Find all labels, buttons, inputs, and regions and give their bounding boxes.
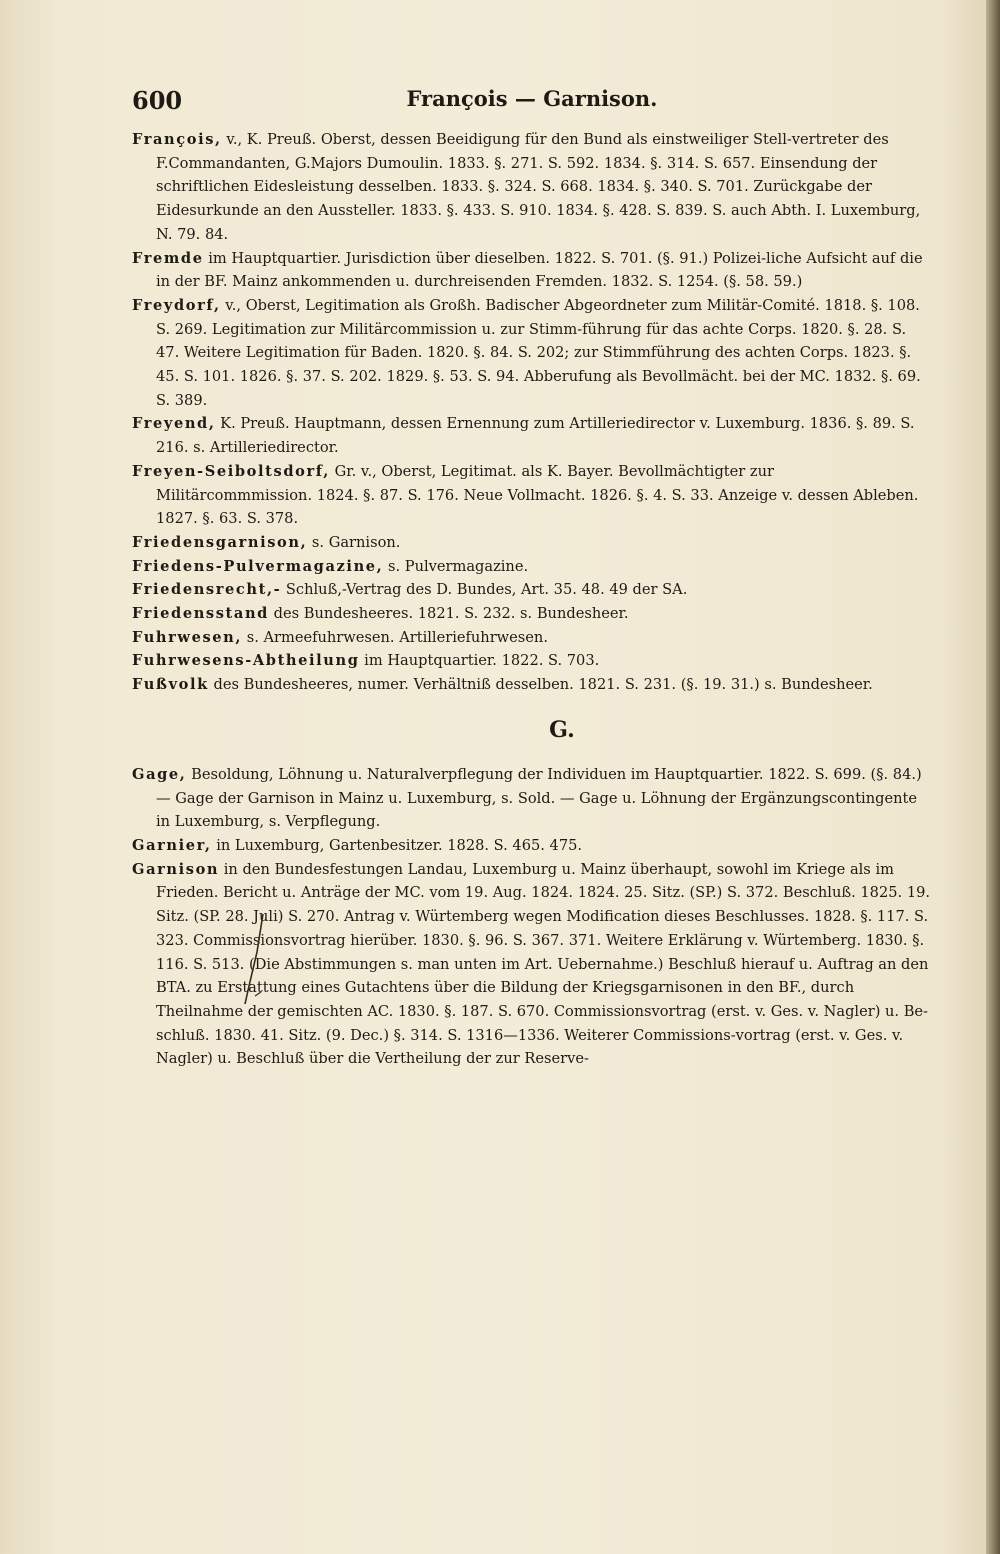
entry-text: s. Armeefuhrwesen. Artilleriefuhrwesen. <box>242 628 548 646</box>
index-entry <box>132 412 932 459</box>
entry-headword: Fußvolk <box>132 676 209 694</box>
entry-text: Gr. v., Oberst, Legitimat. als K. Bayer. Bevollmächtigter zur Militärcommmission. 1824. §. 87. S. 176. Neue Vollmacht. 1826. §. 4. S. 33. Anzeige v. dessen Ableben. 1827. §. 63. S. 378. <box>156 462 919 528</box>
entry-headword: François, <box>132 131 222 148</box>
entry-headword: Freyen-Seiboltsdorf, <box>132 462 330 480</box>
page-header <box>132 86 932 120</box>
index-entry <box>132 578 932 602</box>
index-entry <box>132 555 932 579</box>
entry-headword: Fuhrwesen, <box>132 628 243 646</box>
index-entry <box>132 649 932 673</box>
entry-text: v., Oberst, Legitimation als Großh. Badischer Abgeordneter zum Militär-Comité. 1818. §. 108. S. 269. Legitimation zur Militärcommission u. zur Stimm-führung für das achte Corps. 1820. §. 28. S. 47. Weitere Legitimation für Baden. 1820. §. 84. S. 202; zur Stimmführung des achten Corps. 1823. §. 45. S. 101. 1826. §. 37. S. 202. 1829. §. 53. S. 94. Abberufung als Bevollmächt. bei der MC. 1832. §. 69. S. 389. <box>156 296 921 409</box>
page-number: 600 <box>132 86 183 115</box>
entry-headword: Fuhrwesens-Abtheilung <box>132 652 360 670</box>
entry-text: des Bundesheeres, numer. Verhältniß desselben. 1821. S. 231. (§. 19. 31.) s. Bundesheer. <box>208 676 873 694</box>
index-entry <box>132 834 932 858</box>
index-entry <box>132 602 932 626</box>
entry-headword: Freydorf, <box>132 296 221 314</box>
entry-headword: Friedensrecht,- <box>132 581 282 599</box>
entry-text: im Hauptquartier. 1822. S. 703. <box>359 652 600 670</box>
section-letter: G. <box>549 716 575 743</box>
index-entry <box>132 531 932 555</box>
entry-headword: Fremde <box>132 249 204 267</box>
entry-headword: Friedensgarnison, <box>132 533 308 551</box>
pencil-mark-icon <box>243 912 265 1006</box>
entry-text: Besoldung, Löhnung u. Naturalverpflegung der Individuen im Hauptquartier. 1822. S. 699. (§. 84.) — Gage der Garnison in Mainz u. Luxemburg, s. Sold. — Gage u. Löhnung der Ergänzungscontingente in Luxemburg, s. Verpflegung. <box>156 765 922 831</box>
entry-headword: Friedens-Pulvermagazine, <box>132 557 384 575</box>
entry-text: K. Preuß. Hauptmann, dessen Ernennung zum Artilleriedirector v. Luxemburg. 1836. §. 89. S. 216. s. Artilleriedirector. <box>156 415 915 457</box>
entry-headword: Garnier, <box>132 836 212 854</box>
entry-text: Schluß,-Vertrag des D. Bundes, Art. 35. 48. 49 der SA. <box>281 581 688 599</box>
index-entry <box>132 294 932 413</box>
entry-headword: Gage, <box>132 765 187 783</box>
entry-headword: Friedensstand <box>132 605 269 623</box>
entries-letter-f <box>132 128 932 697</box>
entry-text: s. Garnison. <box>307 533 401 551</box>
entry-text: in Luxemburg, Gartenbesitzer. 1828. S. 465. 475. <box>211 836 583 854</box>
index-entry <box>132 673 932 697</box>
index-entry <box>132 763 932 834</box>
entry-text: im Hauptquartier. Jurisdiction über dieselben. 1822. S. 701. (§. 91.) Polizei-liche Aufsicht auf die in der BF. Mainz ankommenden u. durchreisenden Fremden. 1832. S. 1254. (§. 58. 59.) <box>156 249 923 291</box>
index-entry <box>132 247 932 294</box>
entry-text: s. Pulvermagazine. <box>383 557 529 575</box>
page-edge-shadow <box>986 0 1000 1554</box>
index-entry <box>132 460 932 531</box>
index-entry <box>132 128 932 247</box>
entry-headword: Garnison <box>132 860 220 878</box>
entry-headword: Freyend, <box>132 415 216 433</box>
entry-text: des Bundesheeres. 1821. S. 232. s. Bundesheer. <box>268 605 629 623</box>
entry-text: in den Bundesfestungen Landau, Luxemburg u. Mainz überhaupt, sowohl im Kriege als im Frieden. Bericht u. Anträge der MC. vom 19. Aug. 1824. 1824. 25. Sitz. (SP.) S. 372. Beschluß. 1825. 19. Sitz. (SP. 28. Juli) S. 270. Antrag v. Würtemberg wegen Modification dieses Beschlusses. 1828. §. 117. S. 323. Commissionsvortrag hierüber. 1830. §. 96. S. 367. 371. Weitere Erklärung v. Würtemberg. 1830. §. 116. S. 513. (Die Abstimmungen s. man unten im Art. Uebernahme.) Beschluß hierauf u. Auftrag an den BTA. zu Erstattung eines Gutachtens über die Bildung der Kriegsgarnisonen in den BF., durch Theilnahme der gemischten AC. 1830. §. 187. S. 670. Commissionsvortrag (erst. v. Ges. v. Nagler) u. Be-schluß. 1830. 41. Sitz. (9. Dec.) §. 314. S. 1316—1336. Weiterer Commissions-vortrag (erst. v. Ges. v. Nagler) u. Beschluß über die Vertheilung der zur Reserve- <box>156 860 931 1068</box>
index-entry <box>132 626 932 650</box>
running-head: François — Garnison. <box>406 86 658 111</box>
entry-text: v., K. Preuß. Oberst, dessen Beeidigung für den Bund als einstweiliger Stell-vertreter des F.Commandanten, G.Majors Dumoulin. 1833. §. 271. S. 592. 1834. §. 314. S. 657. Einsendung der schriftlichen Eidesleistung desselben. 1833. §. 324. S. 668. 1834. §. 340. S. 701. Zurückgabe der Eidesurkunde an den Aussteller. 1833. §. 433. S. 910. 1834. §. 428. S. 839. S. auch Abth. I. Luxemburg, N. 79. 84. <box>156 131 921 243</box>
